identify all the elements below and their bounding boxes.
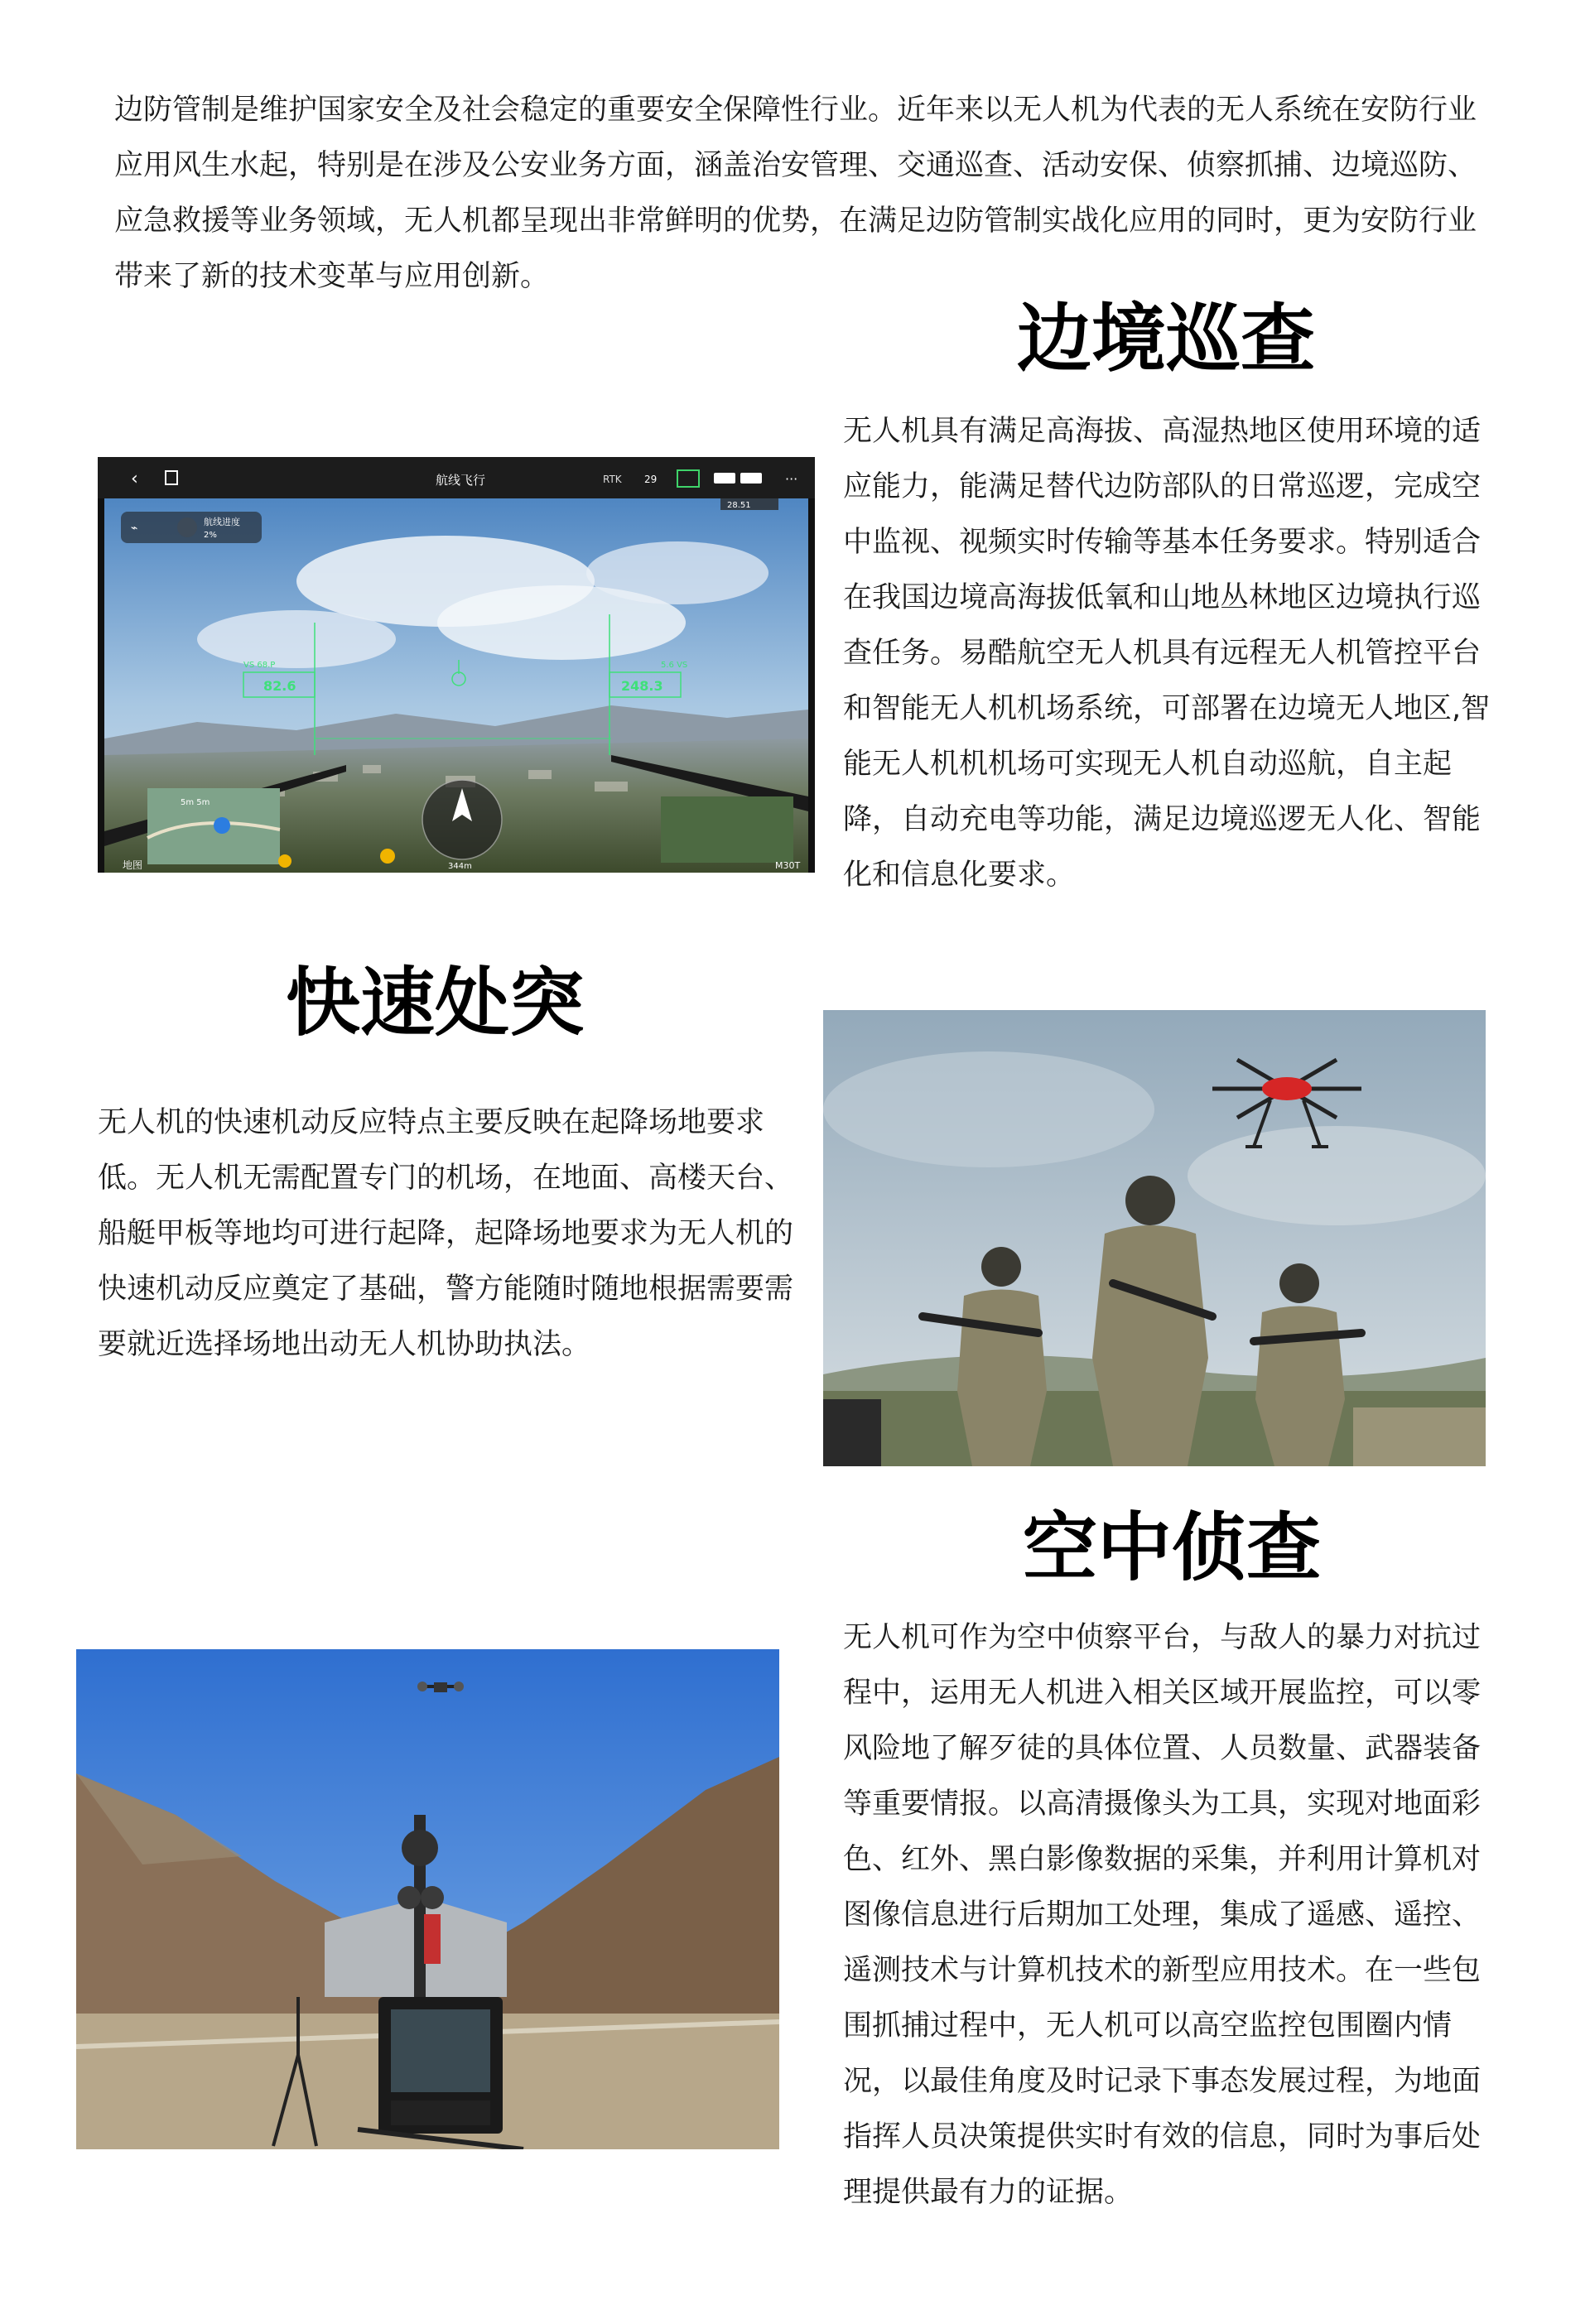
svg-text:地图: 地图 [123, 859, 143, 871]
drone-ground-station-photo [76, 1649, 779, 2149]
drone-flight-hud-screenshot [98, 457, 815, 873]
svg-text:5m 5m: 5m 5m [181, 798, 210, 807]
svg-text:⌁: ⌁ [131, 522, 138, 535]
section-title-rapid-response: 快速处突 [286, 960, 584, 1047]
svg-text:RTK: RTK [603, 474, 622, 485]
svg-text:29: 29 [644, 474, 658, 485]
svg-text:5.6 VS: 5.6 VS [661, 661, 688, 670]
svg-text:M30T: M30T [775, 860, 801, 871]
svg-text:航线进度: 航线进度 [204, 517, 240, 527]
section-body-aerial-recon: 无人机可作为空中侦察平台，与敌人的暴力对抗过程中，运用无人机进入相关区域开展监控，可以零风险地了解歹徒的具体位置、人员数量、武器装备等重要情报。以高清摄像头为工具，实现对地面彩色、红外、黑白影像数据的采集，并利用计算机对图像信息进行后期加工处理，集成了遥感、遥控、遥测技术与计算机技术的新型应用技术。在一些包围抓捕过程中，无人机可以高空监控包围圈内情况，以最佳角度及时记录下事态发展过程，为地面指挥人员决策提供实时有效的信息，同时为事后处理提供最有力的证据。 [843, 1621, 1482, 2209]
soldiers-with-drone-photo [823, 1010, 1486, 1466]
section-body-border-patrol: 无人机具有满足高海拔、高湿热地区使用环境的适应能力，能满足替代边防部队的日常巡逻，完成空中监视、视频实时传输等基本任务要求。特别适合在我国边境高海拔低氧和山地丛林地区边境执行巡查任务。易酷航空无人机具有远程无人机管控平台和智能无人机机场系统，可部署在边境无人地区,智能无人机机机场可实现无人机自动巡航，自主起降，自动充电等功能，满足边境巡逻无人化、智能化和信息化要求。 [843, 415, 1491, 892]
hud-title: 航线飞行 [436, 473, 486, 488]
svg-text:VS 68.P: VS 68.P [243, 661, 276, 670]
svg-text:2%: 2% [204, 531, 217, 540]
svg-text:82.6: 82.6 [263, 678, 296, 694]
svg-text:344m: 344m [448, 862, 472, 871]
section-body-rapid-response: 无人机的快速机动反应特点主要反映在起降场地要求低。无人机无需配置专门的机场，在地面、高楼天台、船艇甲板等地均可进行起降，起降场地要求为无人机的快速机动反应奠定了基础，警方能随时随地根据需要需要就近选择场地出动无人机协助执法。 [98, 1106, 794, 1361]
section-title-aerial-recon: 空中侦查 [1023, 1504, 1321, 1591]
intro-paragraph: 边防管制是维护国家安全及社会稳定的重要安全保障性行业。近年来以无人机为代表的无人系统在安防行业应用风生水起，特别是在涉及公安业务方面，涵盖治安管理、交通巡查、活动安保、侦察抓捕、边境巡防、应急救援等业务领域，无人机都呈现出非常鲜明的优势，在满足边防管制实战化应用的同时，更为安防行业带来了新的技术变革与应用创新。 [114, 94, 1477, 293]
svg-text:248.3: 248.3 [621, 678, 663, 694]
svg-text:28.51: 28.51 [727, 501, 751, 510]
section-title-border-patrol: 边境巡查 [1017, 296, 1315, 383]
svg-text:‹: ‹ [131, 469, 138, 489]
svg-text:···: ··· [785, 471, 798, 487]
